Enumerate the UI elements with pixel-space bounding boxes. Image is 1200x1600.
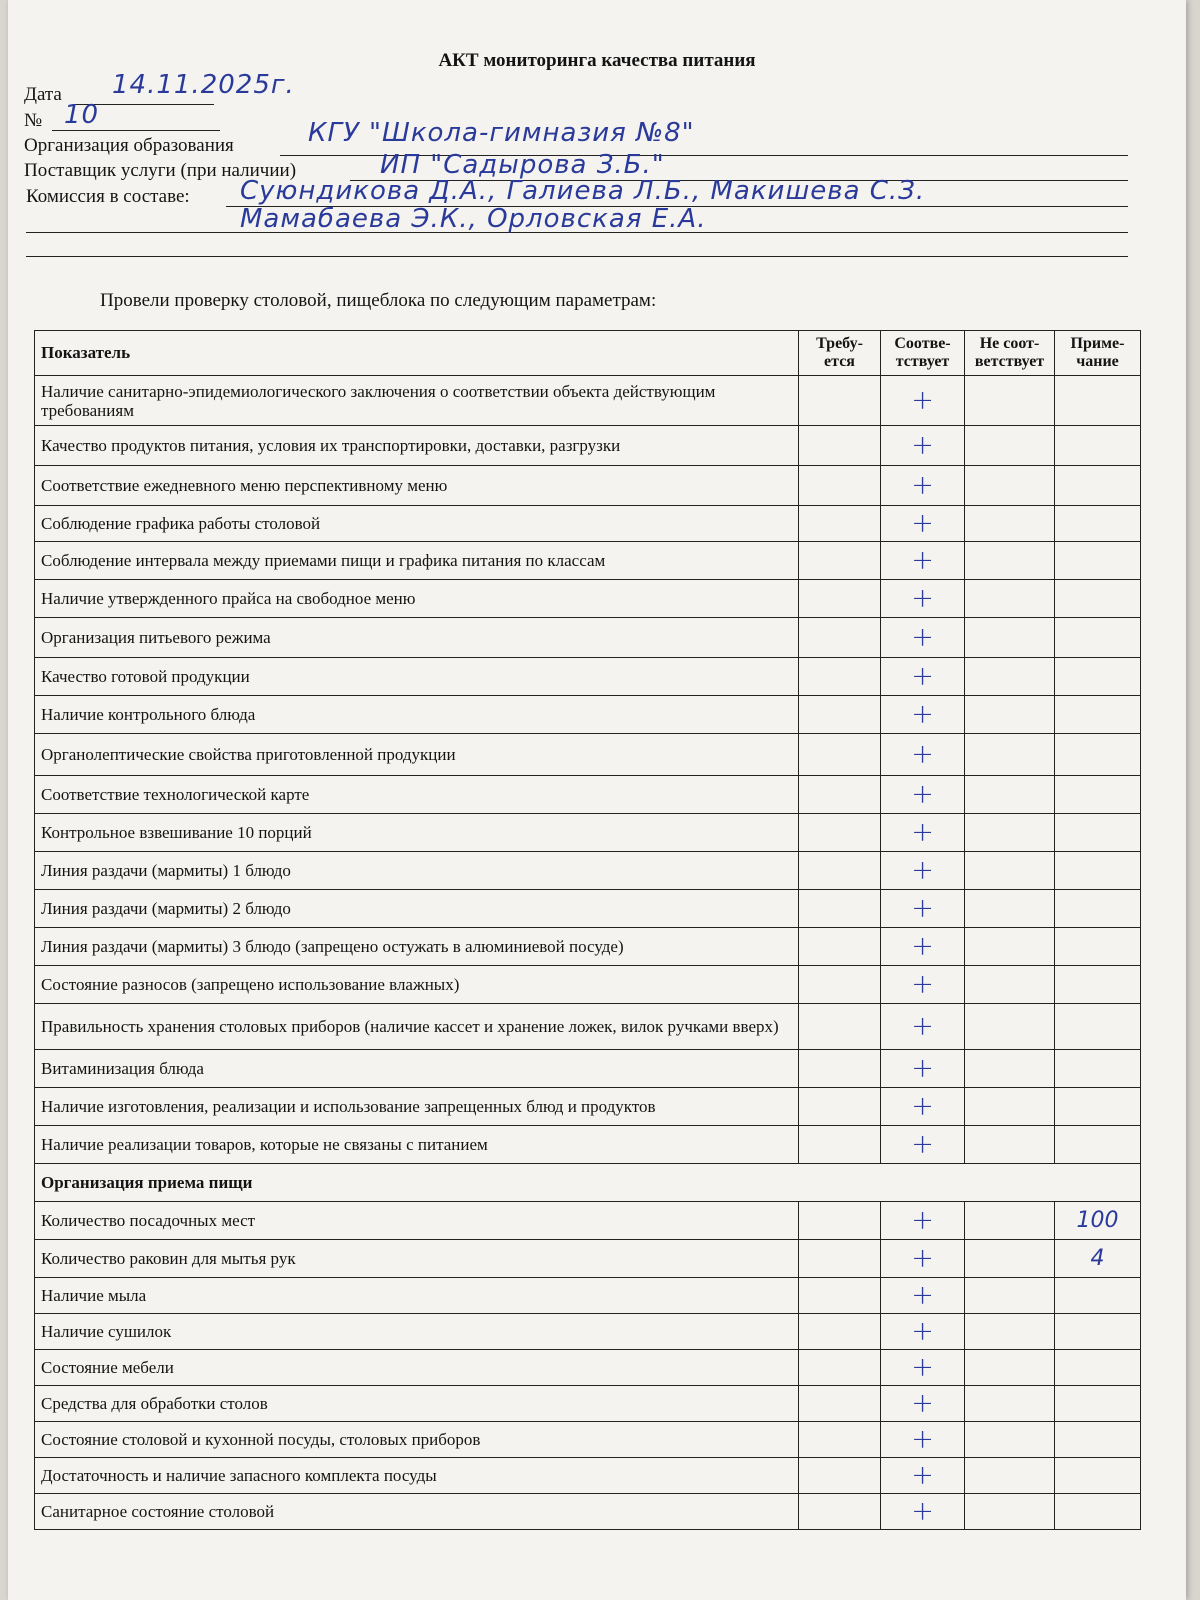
complies-cell[interactable]: + (881, 376, 965, 426)
not-complies-cell[interactable] (965, 1240, 1055, 1278)
complies-cell[interactable]: + (881, 1004, 965, 1050)
required-cell[interactable] (799, 852, 881, 890)
table-row (35, 814, 1141, 852)
indicator-cell: Органолептические свойства приготовленной продукции (35, 734, 799, 776)
commission-label: Комиссия в составе: (26, 186, 190, 207)
table-row (35, 1386, 1141, 1422)
complies-cell[interactable]: + (881, 1350, 965, 1386)
complies-cell[interactable]: + (881, 658, 965, 696)
required-cell[interactable] (799, 1202, 881, 1240)
required-cell[interactable] (799, 1314, 881, 1350)
indicator-cell: Достаточность и наличие запасного комплекта посуды (35, 1458, 799, 1494)
not-complies-cell[interactable] (965, 580, 1055, 618)
indicator-cell: Состояние столовой и кухонной посуды, столовых приборов (35, 1422, 799, 1458)
indicator-cell: Организация питьевого режима (35, 618, 799, 658)
note-cell[interactable] (1055, 1350, 1141, 1386)
note-cell[interactable] (1055, 1314, 1141, 1350)
note-cell[interactable] (1055, 1088, 1141, 1126)
required-cell[interactable] (799, 1278, 881, 1314)
note-cell[interactable] (1055, 1126, 1141, 1164)
indicator-cell: Средства для обработки столов (35, 1386, 799, 1422)
complies-cell[interactable]: + (881, 966, 965, 1004)
indicator-cell: Наличие сушилок (35, 1314, 799, 1350)
required-cell[interactable] (799, 928, 881, 966)
note-cell[interactable] (1055, 1458, 1141, 1494)
complies-cell[interactable]: + (881, 1278, 965, 1314)
table-row (35, 776, 1141, 814)
table-row (35, 1458, 1141, 1494)
required-cell[interactable] (799, 1126, 881, 1164)
complies-cell[interactable]: + (881, 506, 965, 542)
section-header-row (35, 1164, 1141, 1202)
supplier-value[interactable]: ИП "Садырова З.Б." (380, 150, 665, 180)
complies-cell[interactable]: + (881, 696, 965, 734)
complies-cell[interactable]: + (881, 734, 965, 776)
date-label: Дата (24, 84, 62, 105)
note-cell[interactable] (1055, 852, 1141, 890)
indicator-cell: Наличие утвержденного прайса на свободное меню (35, 580, 799, 618)
complies-cell[interactable]: + (881, 466, 965, 506)
not-complies-cell[interactable] (965, 1494, 1055, 1530)
note-cell[interactable] (1055, 376, 1141, 426)
indicator-cell: Наличие изготовления, реализации и использование запрещенных блюд и продуктов (35, 1088, 799, 1126)
note-cell[interactable] (1055, 1386, 1141, 1422)
required-cell[interactable] (799, 618, 881, 658)
not-complies-cell[interactable] (965, 1458, 1055, 1494)
note-cell[interactable] (1055, 426, 1141, 466)
table-row (35, 580, 1141, 618)
monitoring-table (34, 330, 1141, 1530)
complies-cell[interactable]: + (881, 1088, 965, 1126)
complies-cell[interactable]: + (881, 542, 965, 580)
table-row (35, 618, 1141, 658)
required-cell[interactable] (799, 1494, 881, 1530)
note-cell[interactable] (1055, 1278, 1141, 1314)
indicator-cell: Правильность хранения столовых приборов (наличие кассет и хранение ложек, вилок ручками вверх) (35, 1004, 799, 1050)
table-row (35, 1126, 1141, 1164)
not-complies-cell[interactable] (965, 1050, 1055, 1088)
header-complies-text: Соотве- тствует (894, 335, 951, 370)
required-cell[interactable] (799, 890, 881, 928)
not-complies-cell[interactable] (965, 1004, 1055, 1050)
table-header-row (35, 331, 1141, 376)
document-title: АКТ мониторинга качества питания (438, 50, 756, 71)
indicator-cell: Количество посадочных мест (35, 1202, 799, 1240)
indicator-cell: Витаминизация блюда (35, 1050, 799, 1088)
not-complies-cell[interactable] (965, 618, 1055, 658)
not-complies-cell[interactable] (965, 1350, 1055, 1386)
number-value[interactable]: 10 (64, 100, 100, 130)
not-complies-cell[interactable] (965, 542, 1055, 580)
note-cell[interactable] (1055, 776, 1141, 814)
not-complies-cell[interactable] (965, 658, 1055, 696)
document-sheet (8, 0, 1186, 1600)
header-not-complies (965, 331, 1055, 376)
complies-cell[interactable]: + (881, 814, 965, 852)
not-complies-cell[interactable] (965, 426, 1055, 466)
note-cell[interactable] (1055, 1050, 1141, 1088)
note-cell[interactable] (1055, 1494, 1141, 1530)
table-row (35, 852, 1141, 890)
note-cell[interactable] (1055, 966, 1141, 1004)
commission-line-1[interactable]: Суюндикова Д.А., Галиева Л.Б., Макишева С.З. (240, 176, 926, 206)
not-complies-cell[interactable] (965, 890, 1055, 928)
table-row (35, 1088, 1141, 1126)
indicator-cell: Контрольное взвешивание 10 порций (35, 814, 799, 852)
header-complies (881, 331, 965, 376)
table-row (35, 1314, 1141, 1350)
indicator-cell: Соответствие ежедневного меню перспективному меню (35, 466, 799, 506)
header-required-text: Требу- ется (816, 335, 863, 370)
not-complies-cell[interactable] (965, 1278, 1055, 1314)
note-cell[interactable] (1055, 734, 1141, 776)
indicator-cell: Соответствие технологической карте (35, 776, 799, 814)
required-cell[interactable] (799, 1422, 881, 1458)
indicator-cell: Соблюдение интервала между приемами пищи и графика питания по классам (35, 542, 799, 580)
not-complies-cell[interactable] (965, 966, 1055, 1004)
required-cell[interactable] (799, 966, 881, 1004)
commission-line-2[interactable]: Мамабаева Э.К., Орловская Е.А. (240, 204, 707, 234)
required-cell[interactable] (799, 696, 881, 734)
header-note-text: Приме- чание (1070, 335, 1125, 370)
indicator-cell: Линия раздачи (мармиты) 1 блюдо (35, 852, 799, 890)
required-cell[interactable] (799, 542, 881, 580)
required-cell[interactable] (799, 1050, 881, 1088)
required-cell[interactable] (799, 776, 881, 814)
not-complies-cell[interactable] (965, 776, 1055, 814)
table-row (35, 658, 1141, 696)
note-cell[interactable] (1055, 542, 1141, 580)
table-row (35, 890, 1141, 928)
required-cell[interactable] (799, 814, 881, 852)
required-cell[interactable] (799, 1386, 881, 1422)
note-cell[interactable]: 4 (1055, 1240, 1141, 1278)
note-cell[interactable] (1055, 580, 1141, 618)
complies-cell[interactable]: + (881, 1240, 965, 1278)
table-row (35, 1422, 1141, 1458)
not-complies-cell[interactable] (965, 1314, 1055, 1350)
complies-cell[interactable]: + (881, 1202, 965, 1240)
table-row (35, 1494, 1141, 1530)
number-underline (52, 130, 220, 131)
indicator-cell: Количество раковин для мытья рук (35, 1240, 799, 1278)
indicator-cell: Качество продуктов питания, условия их транспортировки, доставки, разгрузки (35, 426, 799, 466)
required-cell[interactable] (799, 1458, 881, 1494)
table-row (35, 696, 1141, 734)
table-row (35, 466, 1141, 506)
header-not-complies-text: Не соот- ветствует (974, 335, 1045, 370)
complies-cell[interactable]: + (881, 1050, 965, 1088)
table-row (35, 506, 1141, 542)
complies-cell[interactable]: + (881, 1422, 965, 1458)
not-complies-cell[interactable] (965, 1088, 1055, 1126)
indicator-cell: Качество готовой продукции (35, 658, 799, 696)
note-cell[interactable] (1055, 1004, 1141, 1050)
note-cell[interactable]: 100 (1055, 1202, 1141, 1240)
table-row (35, 966, 1141, 1004)
table-row (35, 542, 1141, 580)
supplier-label: Поставщик услуги (при наличии) (24, 160, 297, 181)
not-complies-cell[interactable] (965, 928, 1055, 966)
number-label: № (24, 110, 43, 131)
complies-cell[interactable]: + (881, 852, 965, 890)
complies-cell[interactable]: + (881, 580, 965, 618)
indicator-cell: Санитарное состояние столовой (35, 1494, 799, 1530)
complies-cell[interactable]: + (881, 776, 965, 814)
org-label: Организация образования (24, 135, 234, 156)
table-row (35, 1278, 1141, 1314)
not-complies-cell[interactable] (965, 1386, 1055, 1422)
complies-cell[interactable]: + (881, 890, 965, 928)
not-complies-cell[interactable] (965, 734, 1055, 776)
not-complies-cell[interactable] (965, 1202, 1055, 1240)
indicator-cell: Наличие реализации товаров, которые не связаны с питанием (35, 1126, 799, 1164)
note-cell[interactable] (1055, 618, 1141, 658)
complies-cell[interactable]: + (881, 1126, 965, 1164)
not-complies-cell[interactable] (965, 1126, 1055, 1164)
not-complies-cell[interactable] (965, 696, 1055, 734)
not-complies-cell[interactable] (965, 466, 1055, 506)
section-title: Организация приема пищи (35, 1164, 1141, 1202)
note-cell[interactable] (1055, 658, 1141, 696)
table-row (35, 1240, 1141, 1278)
note-cell[interactable] (1055, 696, 1141, 734)
required-cell[interactable] (799, 1350, 881, 1386)
not-complies-cell[interactable] (965, 814, 1055, 852)
note-cell[interactable] (1055, 890, 1141, 928)
not-complies-cell[interactable] (965, 852, 1055, 890)
indicator-cell: Линия раздачи (мармиты) 3 блюдо (запрещено остужать в алюминиевой посуде) (35, 928, 799, 966)
required-cell[interactable] (799, 1004, 881, 1050)
complies-cell[interactable]: + (881, 1386, 965, 1422)
required-cell[interactable] (799, 580, 881, 618)
table-row (35, 734, 1141, 776)
note-cell[interactable] (1055, 466, 1141, 506)
note-cell[interactable] (1055, 928, 1141, 966)
org-value[interactable]: КГУ "Школа-гимназия №8" (308, 118, 695, 148)
table-row (35, 1350, 1141, 1386)
note-cell[interactable] (1055, 814, 1141, 852)
table-row (35, 376, 1141, 426)
complies-cell[interactable]: + (881, 618, 965, 658)
not-complies-cell[interactable] (965, 376, 1055, 426)
table-row (35, 1050, 1141, 1088)
complies-cell[interactable]: + (881, 1458, 965, 1494)
table-row (35, 928, 1141, 966)
indicator-cell: Наличие мыла (35, 1278, 799, 1314)
note-cell[interactable] (1055, 1422, 1141, 1458)
required-cell[interactable] (799, 426, 881, 466)
note-cell[interactable] (1055, 506, 1141, 542)
table-body (35, 376, 1141, 1530)
table-row (35, 1202, 1141, 1240)
complies-cell[interactable]: + (881, 1314, 965, 1350)
required-cell[interactable] (799, 1240, 881, 1278)
complies-cell[interactable]: + (881, 1494, 965, 1530)
indicator-cell: Состояние разносов (запрещено использование влажных) (35, 966, 799, 1004)
indicator-cell: Состояние мебели (35, 1350, 799, 1386)
commission-underline-3 (26, 256, 1128, 257)
complies-cell[interactable]: + (881, 928, 965, 966)
indicator-cell: Линия раздачи (мармиты) 2 блюдо (35, 890, 799, 928)
intro-text: Провели проверку столовой, пищеблока по следующим параметрам: (100, 290, 657, 311)
indicator-cell: Соблюдение графика работы столовой (35, 506, 799, 542)
header-note (1055, 331, 1141, 376)
not-complies-cell[interactable] (965, 1422, 1055, 1458)
table-row (35, 1004, 1141, 1050)
required-cell[interactable] (799, 658, 881, 696)
required-cell[interactable] (799, 734, 881, 776)
indicator-cell: Наличие санитарно-эпидемиологического заключения о соответствии объекта действующим требованиям (35, 376, 799, 426)
required-cell[interactable] (799, 506, 881, 542)
indicator-cell: Наличие контрольного блюда (35, 696, 799, 734)
not-complies-cell[interactable] (965, 506, 1055, 542)
complies-cell[interactable]: + (881, 426, 965, 466)
table-row (35, 426, 1141, 466)
required-cell[interactable] (799, 376, 881, 426)
date-value[interactable]: 14.11.2025г. (112, 70, 295, 100)
required-cell[interactable] (799, 1088, 881, 1126)
header-required (799, 331, 881, 376)
required-cell[interactable] (799, 466, 881, 506)
header-indicator: Показатель (35, 331, 799, 376)
